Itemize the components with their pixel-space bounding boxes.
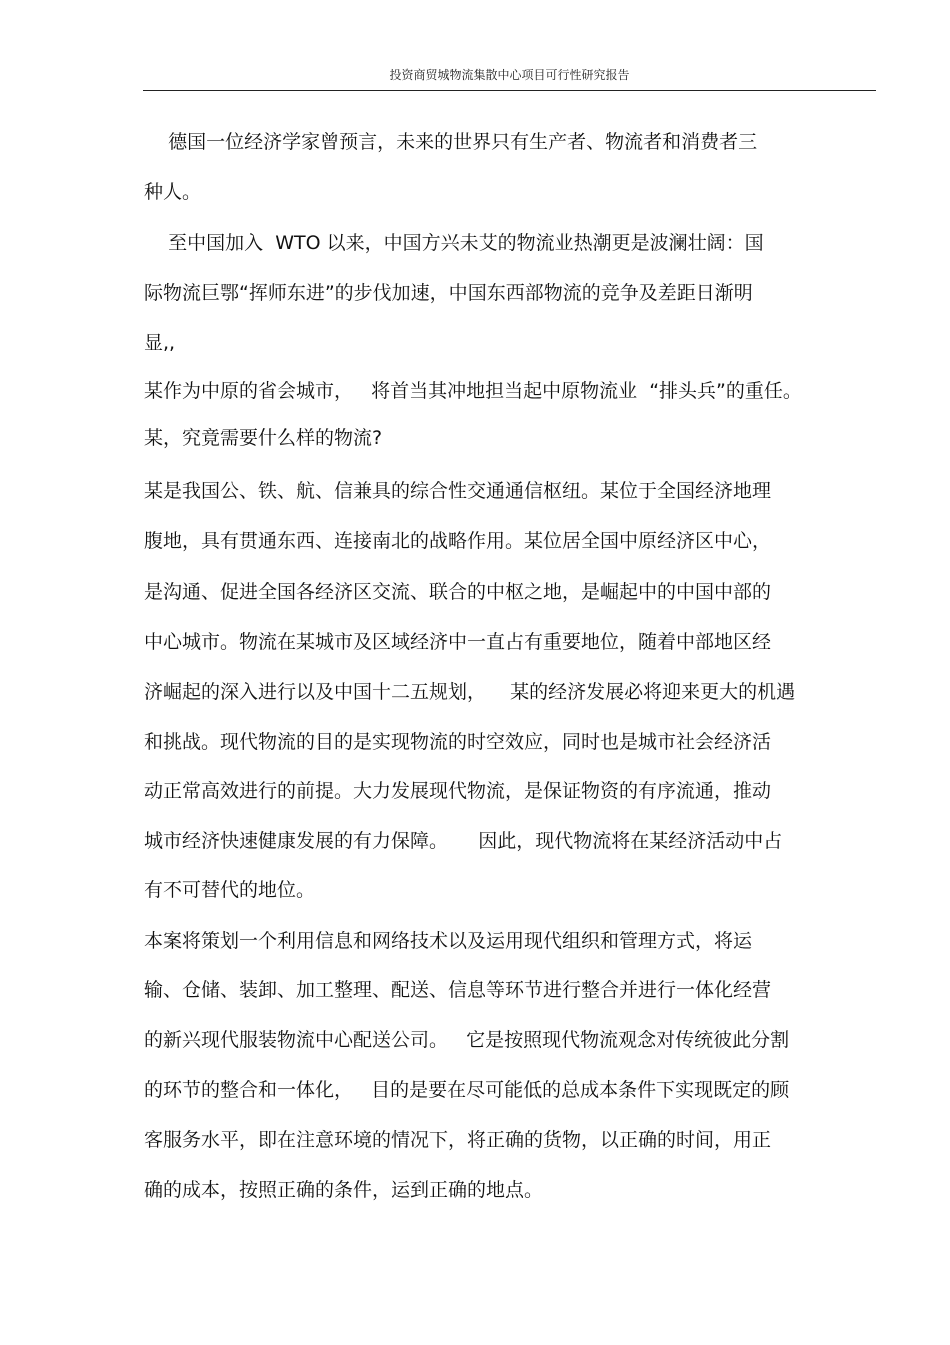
body-line: 的新兴现代服装物流中心配送公司。 它是按照现代物流观念对传统彼此分割 xyxy=(144,1029,790,1051)
body-line: 和挑战。现代物流的目的是实现物流的时空效应，同时也是城市社会经济活 xyxy=(144,731,772,753)
body-line: 种人。 xyxy=(144,181,202,203)
body-line: 际物流巨鄂“挥师东进”的步伐加速，中国东西部物流的竞争及差距日渐明 xyxy=(144,282,753,304)
body-line: 客服务水平，即在注意环境的情况下，将正确的货物，以正确的时间，用正 xyxy=(144,1129,772,1151)
body-line: 确的成本，按照正确的条件，运到正确的地点。 xyxy=(144,1179,544,1201)
body-line: 某是我国公、铁、航、信兼具的综合性交通通信枢纽。某位于全国经济地理 xyxy=(144,480,772,502)
running-header: 投资商贸城物流集散中心项目可行性研究报告 xyxy=(389,68,630,82)
header-rule xyxy=(143,90,876,91)
body-line: 输、仓储、装卸、加工整理、配送、信息等环节进行整合并进行一体化经营 xyxy=(144,979,772,1001)
body-line: 德国一位经济学家曾预言，未来的世界只有生产者、物流者和消费者三 xyxy=(144,131,758,153)
body-line: 某作为中原的省会城市， 将首当其冲地担当起中原物流业 “排头兵”的重任。 xyxy=(144,380,802,402)
body-line: 显,, xyxy=(144,332,176,354)
body-line: 的环节的整合和一体化， 目的是要在尽可能低的总成本条件下实现既定的顾 xyxy=(144,1079,790,1101)
body-line: 中心城市。物流在某城市及区域经济中一直占有重要地位，随着中部地区经 xyxy=(144,631,772,653)
body-line: 有不可替代的地位。 xyxy=(144,879,316,901)
body-line: 某，究竟需要什么样的物流? xyxy=(144,427,383,449)
body-line: 腹地，具有贯通东西、连接南北的战略作用。某位居全国中原经济区中心， xyxy=(144,530,772,552)
body-line: 城市经济快速健康发展的有力保障。 因此，现代物流将在某经济活动中占 xyxy=(144,830,783,852)
body-line: 至中国加入 WTO 以来，中国方兴未艾的物流业热潮更是波澜壮阔：国 xyxy=(144,232,764,254)
body-line: 动正常高效进行的前提。大力发展现代物流，是保证物资的有序流通，推动 xyxy=(144,780,772,802)
body-line: 是沟通、促进全国各经济区交流、联合的中枢之地，是崛起中的中国中部的 xyxy=(144,581,772,603)
body-line: 本案将策划一个利用信息和网络技术以及运用现代组织和管理方式，将运 xyxy=(144,930,753,952)
body-line: 济崛起的深入进行以及中国十二五规划， 某的经济发展必将迎来更大的机遇 xyxy=(144,681,796,703)
